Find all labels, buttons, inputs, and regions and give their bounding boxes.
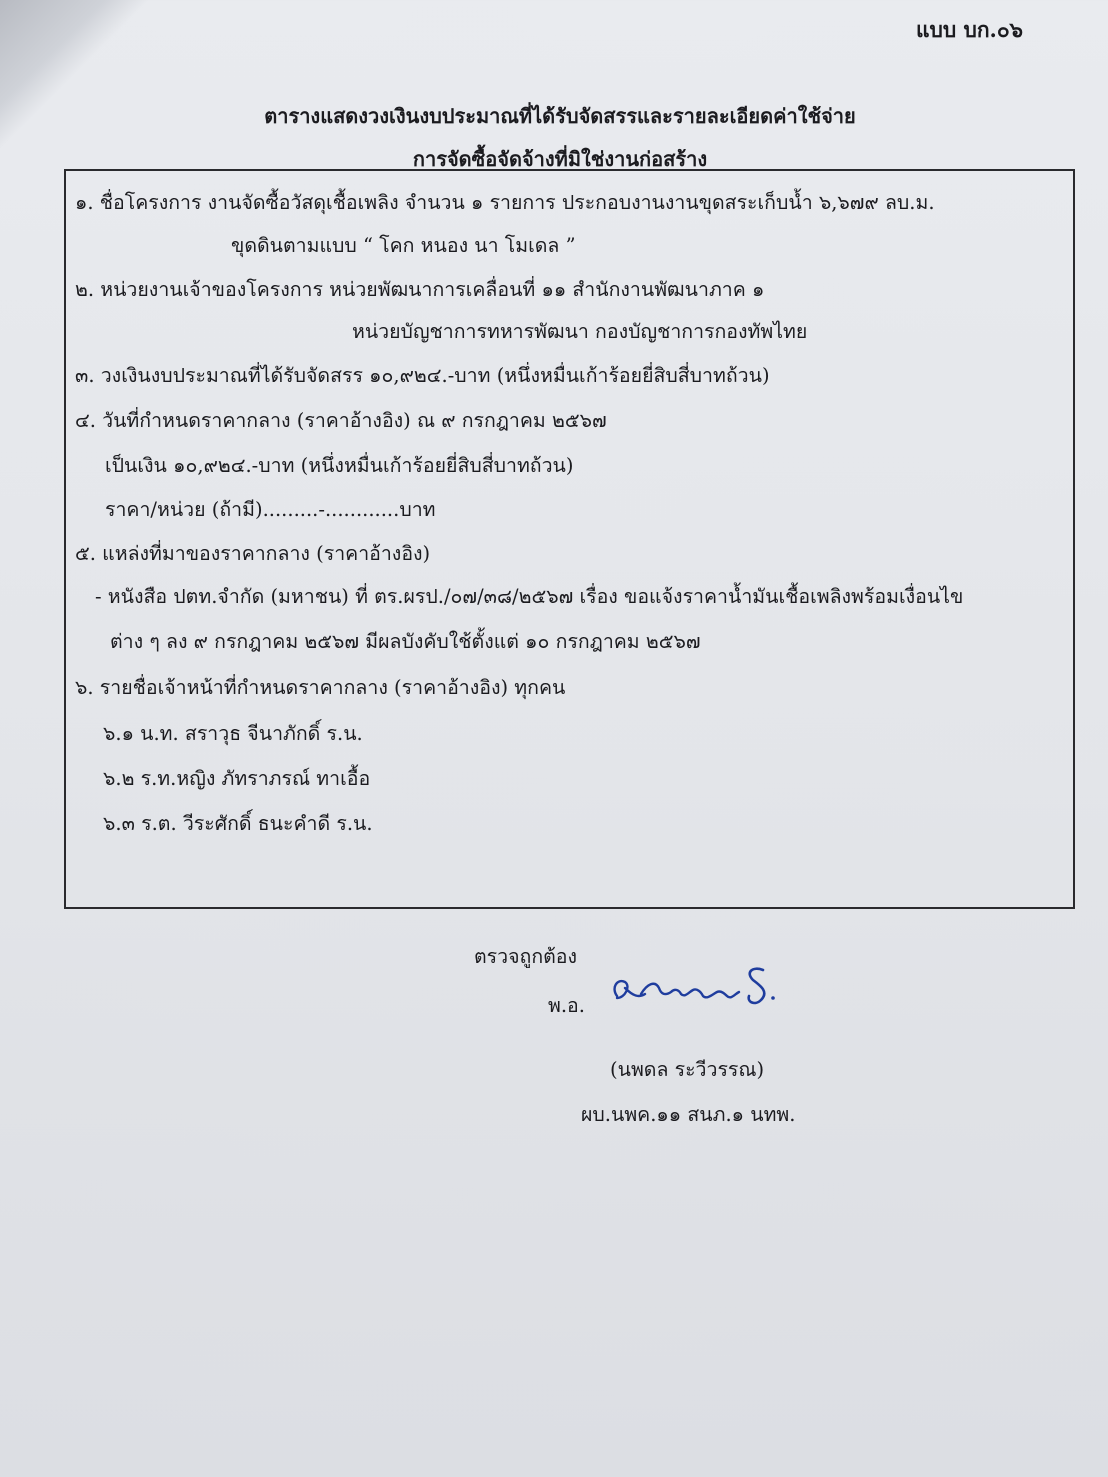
item6-officers-heading: ๖. รายชื่อเจ้าหน้าที่กำหนดราคากลาง (ราคาอ้างอิง) ทุกคน	[75, 676, 566, 699]
item5-price-source: ๕. แหล่งที่มาของราคากลาง (ราคาอ้างอิง)	[75, 542, 431, 565]
item4-reference-date: ๔. วันที่กำหนดราคากลาง (ราคาอ้างอิง) ณ ๙ กรกฎาคม ๒๕๖๗	[75, 409, 607, 432]
item2-owner-unit: ๒. หน่วยงานเจ้าของโครงการ หน่วยพัฒนาการเคลื่อนที่ ๑๑ สำนักงานพัฒนาภาค ๑	[75, 278, 765, 301]
item1-project-name-cont: ขุดดินตามแบบ “ โคก หนอง นา โมเดล ”	[231, 234, 576, 257]
signer-name: (นพดล ระวีวรรณ)	[610, 1058, 765, 1081]
item6-officer-1: ๖.๑ น.ท. สราวุธ จีนาภักดิ์ ร.น.	[103, 722, 363, 745]
handwritten-signature	[603, 958, 793, 1018]
form-code: แบบ บก.๐๖	[915, 17, 1023, 42]
item5-source-document-cont: ต่าง ๆ ลง ๙ กรกฎาคม ๒๕๖๗ มีผลบังคับใช้ตั้งแต่ ๑๐ กรกฎาคม ๒๕๖๗	[110, 630, 701, 653]
document-title-line1: ตารางแสดงวงเงินงบประมาณที่ได้รับจัดสรรและรายละเอียดค่าใช้จ่าย	[264, 104, 856, 128]
signer-position: ผบ.นพค.๑๑ สนภ.๑ นทพ.	[581, 1103, 796, 1126]
item6-officer-2: ๖.๒ ร.ท.หญิง ภัทราภรณ์ ทาเอื้อ	[103, 767, 371, 790]
document-title-line2: การจัดซื้อจัดจ้างที่มิใช่งานก่อสร้าง	[412, 147, 708, 171]
certified-label: ตรวจถูกต้อง	[474, 945, 578, 968]
item4-amount: เป็นเงิน ๑๐,๙๒๔.-บาท (หนึ่งหมื่นเก้าร้อยยี่สิบสี่บาทถ้วน)	[105, 454, 574, 477]
item6-officer-3: ๖.๓ ร.ต. วีระศักดิ์ ธนะคำดี ร.น.	[103, 812, 373, 835]
item2-owner-unit-cont: หน่วยบัญชาการทหารพัฒนา กองบัญชาการกองทัพไทย	[352, 320, 808, 343]
item3-budget: ๓. วงเงินงบประมาณที่ได้รับจัดสรร ๑๐,๙๒๔.-บาท (หนึ่งหมื่นเก้าร้อยยี่สิบสี่บาทถ้วน)	[75, 364, 770, 387]
signer-rank: พ.อ.	[548, 994, 585, 1017]
item5-source-document: - หนังสือ ปตท.จำกัด (มหาชน) ที่ ตร.ผรป./๐๗/๓๘/๒๕๖๗ เรื่อง ขอแจ้งราคาน้ำมันเชื้อเพลิงพร้อมเงื่อนไข	[95, 585, 964, 608]
item4-unit-price: ราคา/หน่วย (ถ้ามี).........-............บาท	[105, 498, 436, 521]
item1-project-name: ๑. ชื่อโครงการ งานจัดซื้อวัสดุเชื้อเพลิง จำนวน ๑ รายการ ประกอบงานงานขุดสระเก็บน้ำ ๖,๖๗๙ ลบ.ม.	[75, 191, 935, 214]
